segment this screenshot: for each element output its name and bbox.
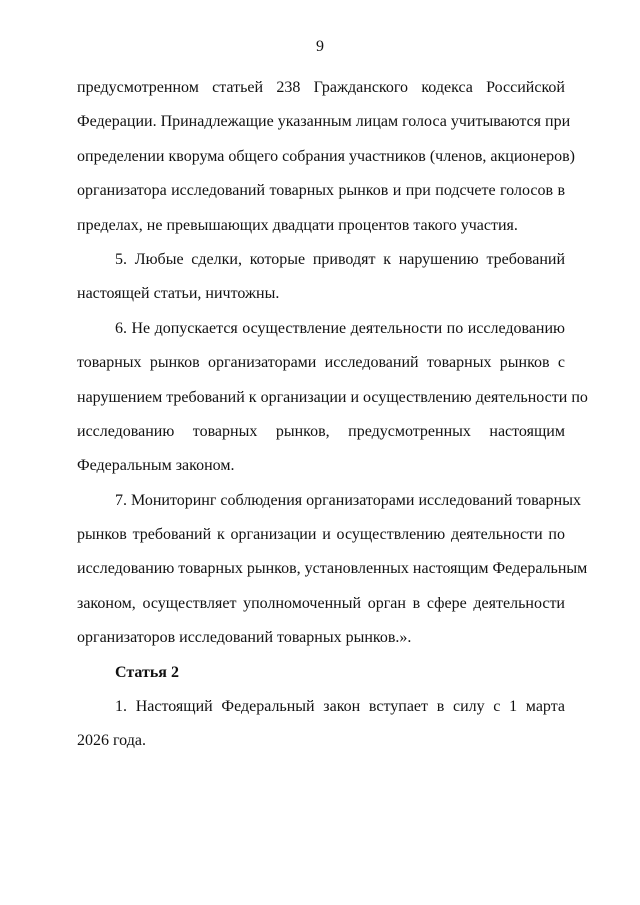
text-line: исследованию товарных рынков, установленных настоящим Федеральным: [77, 560, 588, 578]
article-heading: Статья 2: [115, 663, 179, 681]
text-line: 2026 года.: [77, 732, 146, 750]
text-line: товарных рынков организаторами исследований товарных рынков с: [77, 354, 565, 372]
text-line: организаторов исследований товарных рынков.».: [77, 629, 412, 647]
text-line: 7. Мониторинг соблюдения организаторами исследований товарных: [115, 491, 581, 509]
text-line: рынков требований к организации и осуществлению деятельности по: [77, 526, 565, 544]
text-line: организатора исследований товарных рынков и при подсчете голосов в: [77, 182, 565, 200]
text-line: определении кворума общего собрания участников (членов, акционеров): [77, 147, 575, 165]
text-line: пределах, не превышающих двадцати процентов такого участия.: [77, 216, 518, 234]
text-line: 6. Не допускается осуществление деятельности по исследованию: [115, 319, 565, 337]
text-line: нарушением требований к организации и осуществлению деятельности по: [77, 388, 588, 406]
text-line: 1. Настоящий Федеральный закон вступает в силу с 1 марта: [115, 698, 565, 716]
text-line: 5. Любые сделки, которые приводят к нарушению требований: [115, 250, 565, 268]
text-line: Федерации. Принадлежащие указанным лицам голоса учитываются при: [77, 113, 571, 131]
text-line: законом, осуществляет уполномоченный орган в сфере деятельности: [77, 594, 565, 612]
text-line: предусмотренном статьей 238 Гражданского кодекса Российской: [77, 79, 565, 96]
text-line: исследованию товарных рынков, предусмотренных настоящим: [77, 422, 565, 440]
document-body: [77, 77, 588, 765]
page-number: 9: [316, 38, 324, 55]
text-line: Федеральным законом.: [77, 457, 235, 475]
text-line: настоящей статьи, ничтожны.: [77, 285, 280, 303]
